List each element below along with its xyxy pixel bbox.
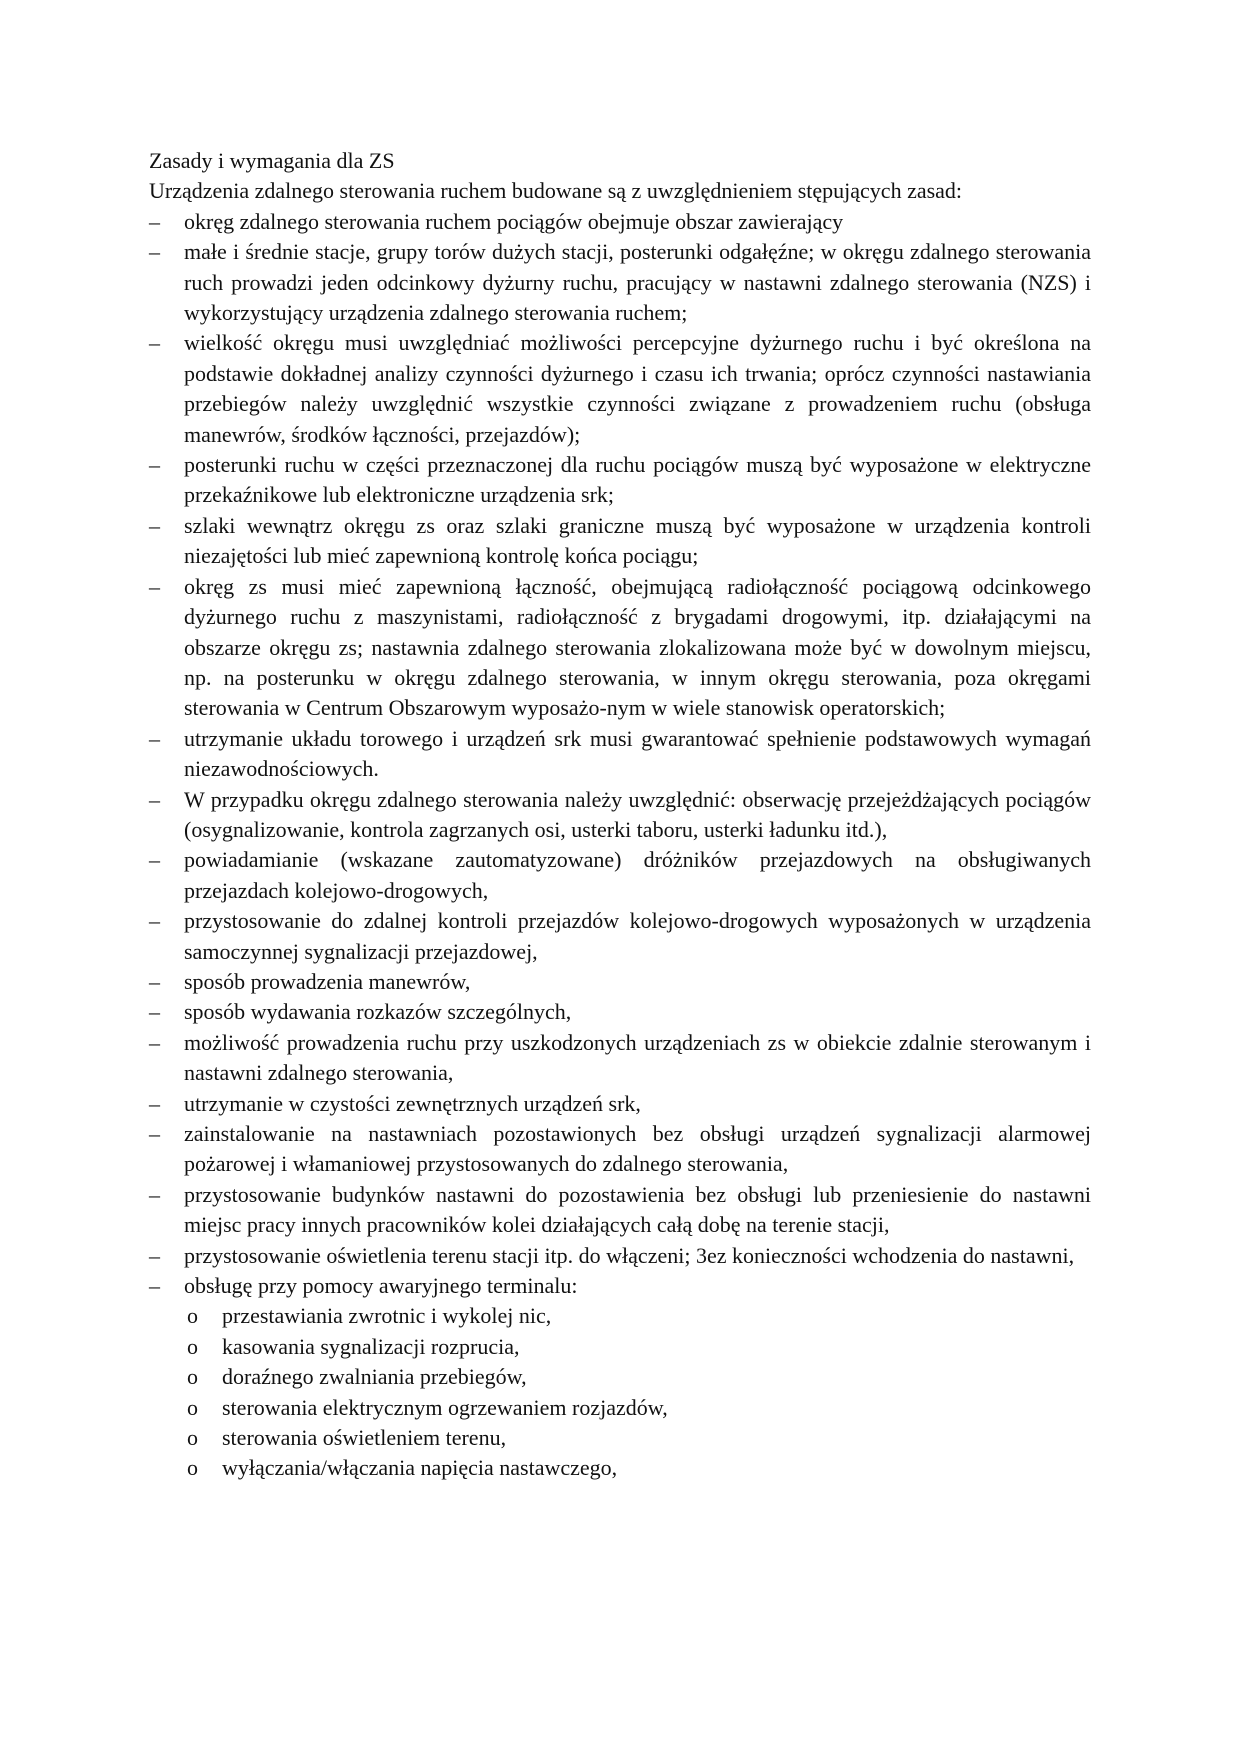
- list-item-text: wielkość okręgu musi uwzględniać możliwości percepcyjne dyżurnego ruchu i być określona na podstawie dokładnej analizy czynności dyżurnego i czasu ich trwania; oprócz czynności nastawiania przebiegów należy uwzględnić wszystkie czynności związane z prowadzeniem ruchu (obsługa manewrów, środków łączności, przejazdów);: [184, 330, 1091, 447]
- list-item: [149, 328, 1091, 450]
- sub-list-item-text: sterowania elektrycznym ogrzewaniem rozjazdów,: [222, 1394, 668, 1420]
- list-item: [149, 237, 1091, 328]
- list-item-text: utrzymanie układu torowego i urządzeń srk musi gwarantować spełnienie podstawowych wymagań niezawodnościowych.: [184, 725, 1091, 782]
- dash-bullet-icon: –: [149, 725, 160, 751]
- list-item-text: przystosowanie oświetlenia terenu stacji itp. do włączeni; 3ez konieczności wchodzenia do nastawni,: [184, 1242, 1075, 1268]
- list-item: [149, 1271, 1091, 1301]
- circle-bullet-icon: o: [187, 1303, 198, 1329]
- list-item-text: W przypadku okręgu zdalnego sterowania należy uwzględnić: obserwację przejeżdżających pociągów (osygnalizowanie, kontrola zagrzanych osi, usterki taboru, usterki ładunku itd.),: [184, 786, 1091, 842]
- list-item: [149, 511, 1091, 572]
- sub-list-item-text: przestawiania zwrotnic i wykolej nic,: [222, 1303, 552, 1329]
- dash-bullet-icon: –: [149, 847, 160, 873]
- list-item-text: przystosowanie budynków nastawni do pozostawienia bez obsługi lub przeniesienie do nastawni miejsc pracy innych pracowników kolei działających całą dobę na terenie stacji,: [184, 1181, 1091, 1238]
- list-item: [149, 207, 1091, 237]
- dash-bullet-icon: –: [149, 239, 160, 265]
- sub-list-item: [187, 1362, 1091, 1392]
- list-item-text: posterunki ruchu w części przeznaczonej dla ruchu pociągów muszą być wyposażone w elektryczne przekaźnikowe lub elektroniczne urządzenia srk;: [184, 452, 1091, 508]
- dash-bullet-icon: –: [149, 1242, 160, 1268]
- list-item-text: obsługę przy pomocy awaryjnego terminalu:: [184, 1273, 578, 1299]
- list-item: [149, 724, 1091, 785]
- sub-list-item: [187, 1453, 1091, 1483]
- list-item: [149, 906, 1091, 967]
- intro-paragraph: Urządzenia zdalnego sterowania ruchem budowane są z uwzględnieniem stępujących zasad:: [149, 178, 963, 204]
- list-item-text: okręg zs musi mieć zapewnioną łączność, obejmującą radiołączność pociągową odcinkowego dyżurnego ruchu z maszynistami, radiołączność z brygadami drogowymi, itp. działającymi na obszarze okręgu zs; nastawnia zdalnego sterowania zlokalizowana może być w dowolnym miejscu, np. na posterunku w okręgu zdalnego sterowania, w innym okręgu sterowania, poza okręgami sterowania w Centrum Obszarowym wyposażo-nym w wiele stanowisk operatorskich;: [184, 573, 1091, 721]
- terminal-functions-list: [149, 1301, 1091, 1483]
- list-item: [149, 572, 1091, 724]
- list-item: [149, 1089, 1091, 1119]
- requirements-list: [149, 207, 1091, 1302]
- sub-list-item-text: sterowania oświetleniem terenu,: [222, 1425, 507, 1451]
- list-item: [149, 450, 1091, 511]
- list-item-text: powiadamianie (wskazane zautomatyzowane) dróżników przejazdowych na obsługiwanych przejazdach kolejowo-drogowych,: [184, 847, 1091, 903]
- list-item-text: przystosowanie do zdalnej kontroli przejazdów kolejowo-drogowych wyposażonych w urządzenia samoczynnej sygnalizacji przejazdowej,: [184, 908, 1091, 964]
- dash-bullet-icon: –: [149, 968, 160, 994]
- sub-list-item: [187, 1393, 1091, 1423]
- list-item: [149, 845, 1091, 906]
- dash-bullet-icon: –: [149, 330, 160, 356]
- list-item-text: sposób prowadzenia manewrów,: [184, 968, 471, 994]
- dash-bullet-icon: –: [149, 573, 160, 599]
- list-item: [149, 785, 1091, 846]
- dash-bullet-icon: –: [149, 512, 160, 538]
- list-item-text: utrzymanie w czystości zewnętrznych urządzeń srk,: [184, 1090, 641, 1116]
- list-item: [149, 1028, 1091, 1089]
- dash-bullet-icon: –: [149, 1121, 160, 1146]
- sub-list-item-text: doraźnego zwalniania przebiegów,: [222, 1364, 527, 1390]
- circle-bullet-icon: o: [187, 1333, 198, 1359]
- circle-bullet-icon: o: [187, 1425, 198, 1451]
- dash-bullet-icon: –: [149, 908, 160, 934]
- dash-bullet-icon: –: [149, 1273, 160, 1299]
- list-item: [149, 997, 1091, 1027]
- circle-bullet-icon: o: [187, 1364, 198, 1390]
- list-item-text: możliwość prowadzenia ruchu przy uszkodzonych urządzeniach zs w obiekcie zdalnie sterowanym i nastawni zdalnego sterowania,: [184, 1029, 1091, 1086]
- list-item-text: zainstalowanie na nastawniach pozostawionych bez obsługi urządzeń sygnalizacji alarmowej pożarowej i włamaniowej przystosowanych do zdalnego sterowania,: [184, 1121, 1091, 1177]
- dash-bullet-icon: –: [149, 1181, 160, 1207]
- sub-list-item: [187, 1301, 1091, 1331]
- dash-bullet-icon: –: [149, 452, 160, 478]
- list-item: [149, 1180, 1091, 1241]
- circle-bullet-icon: o: [187, 1394, 198, 1420]
- list-item-text: okręg zdalnego sterowania ruchem pociągów obejmuje obszar zawierający: [184, 208, 844, 234]
- list-item: [149, 1119, 1091, 1180]
- list-item: [149, 967, 1091, 997]
- sub-list-item-text: kasowania sygnalizacji rozprucia,: [222, 1333, 520, 1359]
- document-page: [149, 146, 1091, 1484]
- dash-bullet-icon: –: [149, 1090, 160, 1116]
- list-item: [149, 1241, 1091, 1271]
- sub-list-item: [187, 1423, 1091, 1453]
- sub-list-item: [187, 1332, 1091, 1362]
- list-item-text: szlaki wewnątrz okręgu zs oraz szlaki graniczne muszą być wyposażone w urządzenia kontroli niezajętości lub mieć zapewnioną kontrolę końca pociągu;: [184, 512, 1091, 569]
- dash-bullet-icon: –: [149, 999, 160, 1025]
- circle-bullet-icon: o: [187, 1455, 198, 1481]
- list-item-text: sposób wydawania rozkazów szczególnych,: [184, 999, 572, 1025]
- list-item-text: małe i średnie stacje, grupy torów dużych stacji, posterunki odgałęźne; w okręgu zdalnego sterowania ruch prowadzi jeden odcinkowy dyżurny ruchu, pracujący w nastawni zdalnego sterowania (NZS) i wykorzystujący urządzenia zdalnego sterowania ruchem;: [184, 239, 1091, 326]
- document-title: Zasady i wymagania dla ZS: [149, 148, 395, 173]
- dash-bullet-icon: –: [149, 1029, 160, 1055]
- dash-bullet-icon: –: [149, 208, 160, 234]
- dash-bullet-icon: –: [149, 786, 160, 812]
- sub-list-item-text: wyłączania/włączania napięcia nastawczego,: [222, 1455, 618, 1481]
